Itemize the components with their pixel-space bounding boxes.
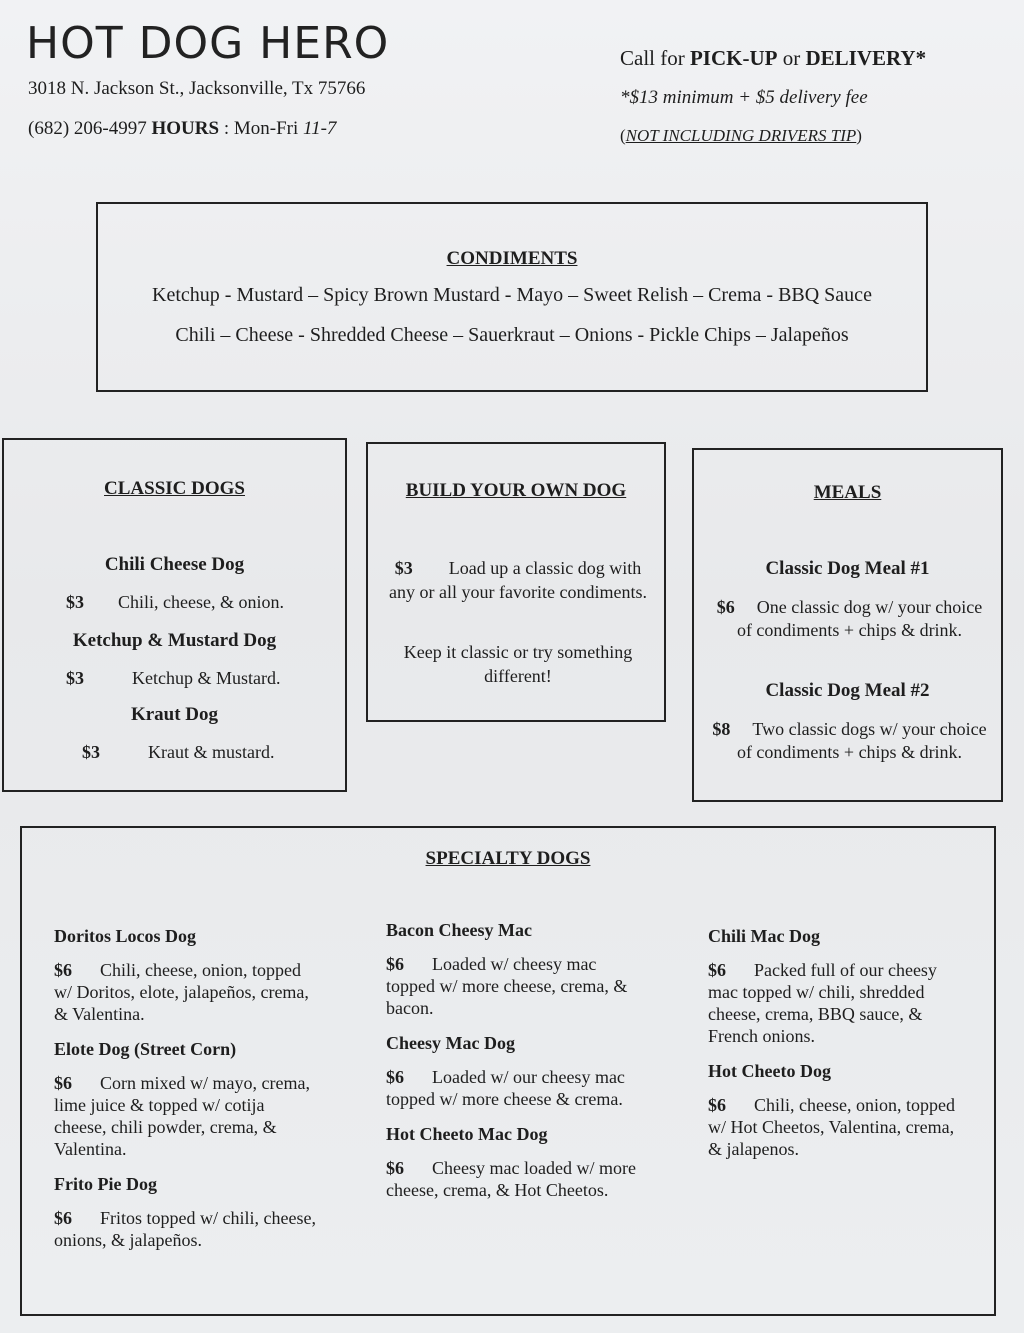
meal-price: $6 [716, 597, 735, 617]
classic-dogs-box [2, 438, 347, 792]
tip-open: ( [620, 126, 626, 145]
specialty-item-desc [54, 1072, 316, 1160]
meal-desc: Two classic dogs w/ your choice of condiments + chips & drink. [736, 719, 987, 762]
classic-item-desc: Ketchup & Mustard. [132, 668, 281, 688]
specialty-item-price: $6 [54, 1208, 72, 1228]
specialty-item-desc [708, 1094, 970, 1160]
order-pickup: PICK-UP [689, 46, 778, 70]
order-info [620, 46, 926, 71]
build-price: $3 [394, 558, 413, 578]
condiments-line-2: Chili – Cheese - Shredded Cheese – Sauerkraut – Onions - Pickle Chips – Jalapeños [175, 324, 849, 346]
classic-item-price: $3 [82, 742, 100, 762]
specialty-item-name: Doritos Locos Dog [54, 926, 196, 946]
specialty-item-desc [54, 959, 316, 1025]
order-or: or [782, 46, 801, 70]
meal-description [712, 596, 987, 642]
specialty-item-text: Corn mixed w/ mayo, crema, lime juice & topped w/ cotija cheese, chili powder, crema, & Valentina. [54, 1073, 310, 1159]
specialty-item-desc [386, 953, 648, 1019]
address: 3018 N. Jackson St., Jacksonville, Tx 75766 [28, 78, 366, 99]
specialty-column-1 [54, 926, 316, 1251]
hours-time: 11-7 [303, 118, 337, 139]
meals-box [692, 448, 1003, 802]
classic-item-desc: Kraut & mustard. [148, 742, 275, 762]
specialty-item-desc [708, 959, 970, 1047]
meal-name: Classic Dog Meal #2 [765, 680, 930, 701]
specialty-item-name: Hot Cheeto Dog [708, 1061, 831, 1081]
specialty-dogs-box [20, 826, 996, 1316]
specialty-item-price: $6 [54, 1073, 72, 1093]
meal-description [712, 718, 987, 764]
specialty-column-3 [708, 926, 970, 1160]
specialty-item-price: $6 [386, 1158, 404, 1178]
hours-days: : Mon-Fri [223, 118, 299, 139]
specialty-item-text: Loaded w/ our cheesy mac topped w/ more cheese & crema. [386, 1067, 625, 1109]
build-your-own-box [366, 442, 666, 722]
build-note: Keep it classic or try something different! [403, 642, 633, 686]
restaurant-title: HOT DOG HERO [26, 18, 390, 69]
specialty-heading: SPECIALTY DOGS [425, 848, 591, 869]
order-prefix: Call for [620, 46, 685, 70]
specialty-item-price: $6 [386, 954, 404, 974]
meals-heading: MEALS [813, 482, 882, 503]
classic-item-price: $3 [66, 592, 84, 612]
build-desc: Load up a classic dog with any or all your favorite condiments. [389, 558, 647, 602]
specialty-item-text: Packed full of our cheesy mac topped w/ chili, shredded cheese, crema, BBQ sauce, & French onions. [708, 960, 937, 1046]
specialty-item-name: Chili Mac Dog [708, 926, 820, 946]
tip-close: ) [856, 126, 862, 145]
classic-dogs-heading: CLASSIC DOGS [104, 478, 245, 499]
specialty-item-price: $6 [708, 960, 726, 980]
condiments-box [96, 202, 928, 392]
build-heading: BUILD YOUR OWN DOG [405, 480, 627, 501]
specialty-item-price: $6 [54, 960, 72, 980]
specialty-item-price: $6 [386, 1067, 404, 1087]
specialty-column-2 [386, 920, 648, 1201]
specialty-item-text: Cheesy mac loaded w/ more cheese, crema, & Hot Cheetos. [386, 1158, 636, 1200]
classic-item-price: $3 [66, 668, 84, 688]
phone-hours [28, 118, 336, 140]
specialty-item-text: Loaded w/ cheesy mac topped w/ more cheese, crema, & bacon. [386, 954, 628, 1018]
specialty-item-text: Fritos topped w/ chili, cheese, onions, & jalapeños. [54, 1208, 316, 1250]
specialty-item-text: Chili, cheese, onion, topped w/ Hot Cheetos, Valentina, crema, & jalapenos. [708, 1095, 955, 1159]
tip-text: NOT INCLUDING DRIVERS TIP [625, 126, 857, 145]
classic-item-name: Ketchup & Mustard Dog [72, 630, 277, 651]
specialty-item-name: Hot Cheeto Mac Dog [386, 1124, 548, 1144]
specialty-item-desc [386, 1066, 648, 1110]
meal-desc: One classic dog w/ your choice of condiments + chips & drink. [736, 597, 983, 640]
specialty-item-name: Frito Pie Dog [54, 1174, 157, 1194]
phone-number: (682) 206-4997 [28, 118, 147, 139]
meal-price: $8 [712, 719, 731, 739]
condiments-line-1: Ketchup - Mustard – Spicy Brown Mustard - Mayo – Sweet Relish – Crema - BBQ Sauce [152, 284, 872, 306]
delivery-fee: *$13 minimum + $5 delivery fee [620, 87, 868, 108]
meal-name: Classic Dog Meal #1 [765, 558, 930, 579]
specialty-item-text: Chili, cheese, onion, topped w/ Doritos, elote, jalapeños, crema, & Valentina. [54, 960, 309, 1024]
classic-item-name: Chili Cheese Dog [104, 554, 245, 575]
classic-item-desc: Chili, cheese, & onion. [118, 592, 284, 612]
build-description [386, 556, 650, 604]
specialty-item-name: Elote Dog (Street Corn) [54, 1039, 237, 1059]
classic-item-name: Kraut Dog [130, 704, 219, 725]
specialty-item-desc [54, 1207, 316, 1251]
specialty-item-price: $6 [708, 1095, 726, 1115]
specialty-item-desc [386, 1157, 648, 1201]
specialty-item-name: Cheesy Mac Dog [386, 1033, 515, 1053]
tip-note [620, 126, 862, 146]
order-delivery: DELIVERY* [805, 46, 927, 70]
hours-label: HOURS [151, 118, 220, 139]
specialty-item-name: Bacon Cheesy Mac [386, 920, 532, 940]
condiments-heading: CONDIMENTS [446, 248, 578, 269]
